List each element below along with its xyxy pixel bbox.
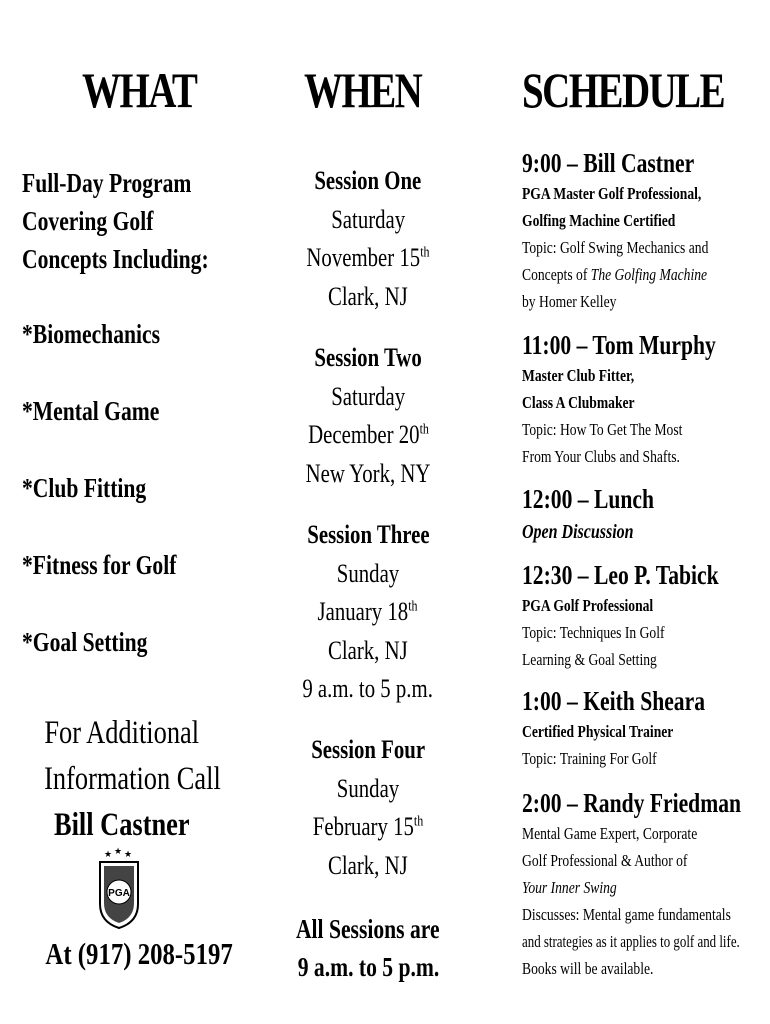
topic-item: *Fitness for Golf: [22, 550, 177, 580]
slot-detail: by Homer Kelley: [522, 292, 617, 311]
topic-item: *Goal Setting: [22, 627, 148, 657]
session-date: January 18: [317, 597, 409, 626]
slot-detail: From Your Clubs and Shafts.: [522, 447, 680, 466]
contact-line: For Additional: [44, 715, 200, 751]
session-day: Sunday: [336, 558, 400, 588]
session-day: Sunday: [336, 773, 400, 803]
topic-item: *Mental Game: [22, 396, 160, 426]
slot-detail: Open Discussion: [522, 521, 634, 543]
schedule-heading: SCHEDULE: [522, 62, 725, 118]
schedule-slot-bill-castner: [522, 146, 766, 315]
topic-item: *Club Fitting: [22, 473, 147, 503]
when-heading: WHEN: [304, 62, 422, 118]
session-four: [262, 731, 474, 885]
session-title: Session Two: [314, 343, 422, 372]
what-heading: WHAT: [82, 62, 197, 118]
pga-logo-icon: [96, 846, 142, 930]
slot-detail: Topic: How To Get The Most: [522, 420, 683, 439]
slot-detail: and strategies as it applies to golf and life.: [522, 932, 740, 951]
contact-block: [22, 710, 222, 848]
slot-detail: Topic: Training For Golf: [522, 749, 657, 768]
slot-time-speaker: 1:00 – Keith Sheara: [522, 686, 705, 716]
intro-line: Full-Day Program: [22, 168, 192, 198]
date-suffix: th: [420, 244, 430, 261]
svg-text:PGA: PGA: [108, 888, 130, 899]
contact-name: Bill Castner: [54, 807, 190, 843]
slot-time-speaker: 12:30 – Leo P. Tabick: [522, 560, 719, 590]
session-three: [262, 516, 474, 709]
slot-detail: Learning & Goal Setting: [522, 650, 657, 669]
slot-time-speaker: 2:00 – Randy Friedman: [522, 788, 742, 818]
slot-detail: Master Club Fitter,: [522, 366, 635, 385]
schedule-slot-tom-murphy: [522, 328, 766, 470]
intro-line: Covering Golf: [22, 206, 154, 236]
slot-detail: Class A Clubmaker: [522, 393, 635, 412]
phone-number: At (917) 208-5197: [45, 936, 233, 971]
session-place: Clark, NJ: [328, 850, 408, 880]
schedule-slot-keith-sheara: [522, 684, 766, 772]
slot-detail: Certified Physical Trainer: [522, 722, 674, 741]
session-title: Session Three: [306, 520, 430, 549]
slot-detail: Mental Game Expert, Corporate: [522, 824, 698, 843]
session-two: [262, 339, 474, 493]
session-place: Clark, NJ: [328, 281, 408, 311]
session-date: November 15: [306, 243, 421, 272]
slot-detail: Golf Professional & Author of: [522, 851, 688, 870]
svg-text:★: ★: [104, 850, 113, 860]
slot-detail: Topic: Techniques In Golf: [522, 623, 665, 642]
session-hours: 9 a.m. to 5 p.m.: [302, 674, 434, 703]
schedule-slot-randy-friedman: [522, 786, 766, 982]
book-title: Your Inner Swing: [522, 878, 617, 897]
slot-detail: PGA Master Golf Professional,: [522, 184, 702, 203]
all-sessions-note: All Sessions are 9 a.m. to 5 p.m.: [296, 914, 440, 982]
intro-line: Concepts Including:: [22, 244, 209, 274]
slot-detail: PGA Golf Professional: [522, 596, 654, 615]
session-title: Session One: [314, 166, 422, 195]
schedule-slot-lunch: [522, 482, 766, 548]
slot-detail: Books will be available.: [522, 959, 654, 978]
session-day: Saturday: [331, 204, 405, 234]
contact-line: Information Call: [44, 761, 221, 797]
session-date: February 15: [312, 812, 414, 841]
session-title: Session Four: [311, 735, 425, 764]
slot-time-speaker: 9:00 – Bill Castner: [522, 148, 695, 178]
session-day: Saturday: [331, 381, 405, 411]
date-suffix: th: [408, 598, 419, 615]
session-one: [262, 162, 474, 316]
session-place: New York, NY: [305, 458, 431, 488]
session-date: December 20: [307, 420, 420, 449]
schedule-slot-leo-tabick: [522, 558, 766, 673]
slot-time-speaker: 12:00 – Lunch: [522, 484, 655, 514]
slot-detail: Discusses: Mental game fundamentals: [522, 905, 731, 924]
slot-detail: Golfing Machine Certified: [522, 211, 676, 230]
svg-text:★: ★: [114, 847, 123, 857]
date-suffix: th: [419, 421, 429, 438]
program-intro: [22, 164, 255, 278]
topic-item: *Biomechanics: [22, 319, 160, 349]
book-title: The Golfing Machine: [590, 265, 708, 284]
slot-detail: Topic: Golf Swing Mechanics and: [522, 238, 709, 257]
slot-detail: Concepts of: [522, 265, 591, 284]
session-place: Clark, NJ: [328, 635, 408, 665]
svg-text:★: ★: [124, 850, 133, 860]
date-suffix: th: [413, 813, 424, 830]
slot-time-speaker: 11:00 – Tom Murphy: [522, 330, 716, 360]
topic-list: [22, 314, 215, 699]
